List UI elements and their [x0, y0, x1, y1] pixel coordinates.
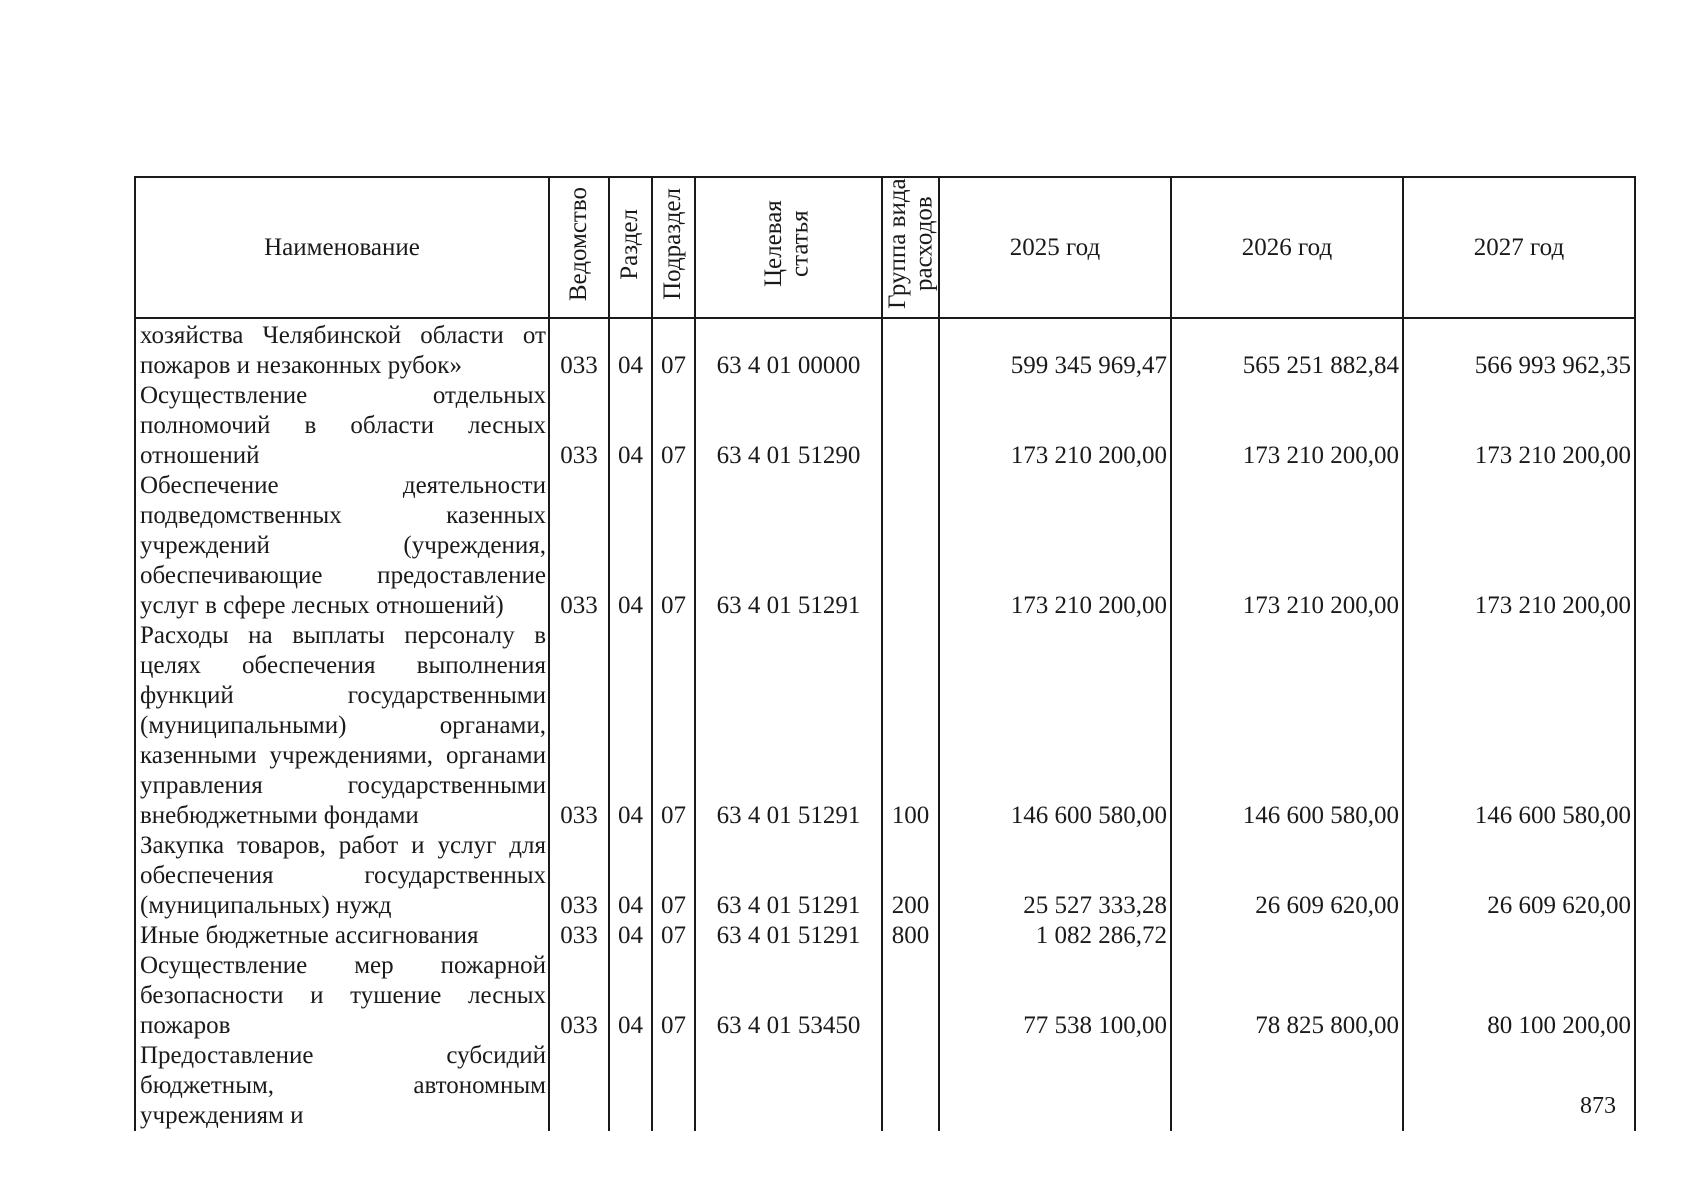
row-target-article: 63 4 01 51290 — [695, 381, 882, 471]
row-2025: 1 082 286,72 — [939, 921, 1171, 951]
row-2026: 173 210 200,00 — [1171, 381, 1403, 471]
table-row — [135, 831, 1635, 921]
header-section — [609, 177, 652, 318]
page-number: 873 — [1580, 1093, 1616, 1119]
row-expense-group: 800 — [882, 921, 939, 951]
row-2026: 173 210 200,00 — [1171, 471, 1403, 621]
row-target-article: 63 4 01 51291 — [695, 621, 882, 831]
row-subsection: 07 — [652, 921, 695, 951]
row-name: Осуществление мер пожарной безопасности и тушение лесных пожаров — [135, 951, 549, 1041]
row-subsection: 07 — [652, 621, 695, 831]
row-name: Расходы на выплаты персоналу в целях обеспечения выполнения функций государственными (муниципальными) органами, казенными учреждениями, органами управления государственными внебюджетными фондами — [135, 621, 549, 831]
row-2026: 565 251 882,84 — [1171, 318, 1403, 381]
row-target-article: 63 4 01 53450 — [695, 951, 882, 1041]
header-2026 — [1171, 177, 1403, 318]
row-expense-group — [882, 951, 939, 1041]
row-2027 — [1403, 921, 1635, 951]
table-row — [135, 1041, 1635, 1131]
row-2025: 146 600 580,00 — [939, 621, 1171, 831]
row-department — [549, 1041, 609, 1131]
row-name: Иные бюджетные ассигнования — [135, 921, 549, 951]
row-2027: 80 100 200,00 — [1403, 951, 1635, 1041]
header-2027 — [1403, 177, 1635, 318]
header-2027-label: 2027 год — [1473, 233, 1565, 261]
row-expense-group — [882, 471, 939, 621]
header-expense-group-label: Группа вида расходов — [883, 178, 937, 310]
row-target-article: 63 4 01 51291 — [695, 471, 882, 621]
row-section: 04 — [609, 921, 652, 951]
row-2026 — [1171, 921, 1403, 951]
row-2025: 599 345 969,47 — [939, 318, 1171, 381]
row-department: 033 — [549, 621, 609, 831]
row-target-article: 63 4 01 51291 — [695, 921, 882, 951]
row-subsection: 07 — [652, 951, 695, 1041]
table-row — [135, 381, 1635, 471]
header-expense-group — [882, 177, 939, 318]
header-2026-label: 2026 год — [1241, 233, 1333, 261]
header-target-article-label: Целевая статья — [759, 200, 813, 288]
row-2025 — [939, 1041, 1171, 1131]
row-section: 04 — [609, 621, 652, 831]
header-name-label: Наименование — [264, 233, 420, 261]
row-department: 033 — [549, 921, 609, 951]
row-name: Осуществление отдельных полномочий в области лесных отношений — [135, 381, 549, 471]
table-row — [135, 951, 1635, 1041]
table-row — [135, 318, 1635, 381]
row-name: Обеспечение деятельности подведомственных казенных учреждений (учреждения, обеспечивающие предоставление услуг в сфере лесных отношений) — [135, 471, 549, 621]
row-expense-group — [882, 1041, 939, 1131]
row-subsection: 07 — [652, 831, 695, 921]
row-department: 033 — [549, 951, 609, 1041]
row-department: 033 — [549, 381, 609, 471]
row-expense-group: 200 — [882, 831, 939, 921]
row-2026: 78 825 800,00 — [1171, 951, 1403, 1041]
row-2027: 173 210 200,00 — [1403, 381, 1635, 471]
row-name: хозяйства Челябинской области от пожаров и незаконных рубок» — [135, 318, 549, 381]
row-subsection: 07 — [652, 381, 695, 471]
row-subsection: 07 — [652, 318, 695, 381]
row-2025: 77 538 100,00 — [939, 951, 1171, 1041]
row-section: 04 — [609, 318, 652, 381]
table-row — [135, 921, 1635, 951]
row-expense-group — [882, 381, 939, 471]
row-2025: 25 527 333,28 — [939, 831, 1171, 921]
row-2027: 173 210 200,00 — [1403, 471, 1635, 621]
row-name: Закупка товаров, работ и услуг для обеспечения государственных (муниципальных) нужд — [135, 831, 549, 921]
row-section: 04 — [609, 831, 652, 921]
row-target-article: 63 4 01 51291 — [695, 831, 882, 921]
row-2027: 26 609 620,00 — [1403, 831, 1635, 921]
row-department: 033 — [549, 831, 609, 921]
row-section: 04 — [609, 471, 652, 621]
header-subsection-label: Подраздел — [659, 188, 687, 300]
row-target-article — [695, 1041, 882, 1131]
table-header-row — [135, 177, 1635, 318]
row-2026: 146 600 580,00 — [1171, 621, 1403, 831]
row-subsection: 07 — [652, 471, 695, 621]
row-expense-group: 100 — [882, 621, 939, 831]
header-target-article — [695, 177, 882, 318]
row-target-article: 63 4 01 00000 — [695, 318, 882, 381]
header-2025 — [939, 177, 1171, 318]
table-row — [135, 471, 1635, 621]
row-2025: 173 210 200,00 — [939, 381, 1171, 471]
row-2026: 26 609 620,00 — [1171, 831, 1403, 921]
row-2026 — [1171, 1041, 1403, 1131]
table-row — [135, 621, 1635, 831]
budget-table — [134, 176, 1636, 1131]
row-section — [609, 1041, 652, 1131]
row-department: 033 — [549, 471, 609, 621]
row-2027: 566 993 962,35 — [1403, 318, 1635, 381]
row-name: Предоставление субсидий бюджетным, автономным учреждениям и — [135, 1041, 549, 1131]
header-department-label: Ведомство — [564, 186, 592, 302]
header-2025-label: 2025 год — [1009, 233, 1101, 261]
header-department — [549, 177, 609, 318]
header-section-label: Раздел — [616, 208, 644, 280]
row-section: 04 — [609, 951, 652, 1041]
header-name — [135, 177, 549, 318]
row-2025: 173 210 200,00 — [939, 471, 1171, 621]
row-department: 033 — [549, 318, 609, 381]
row-section: 04 — [609, 381, 652, 471]
header-subsection — [652, 177, 695, 318]
row-subsection — [652, 1041, 695, 1131]
row-2027: 146 600 580,00 — [1403, 621, 1635, 831]
row-expense-group — [882, 318, 939, 381]
